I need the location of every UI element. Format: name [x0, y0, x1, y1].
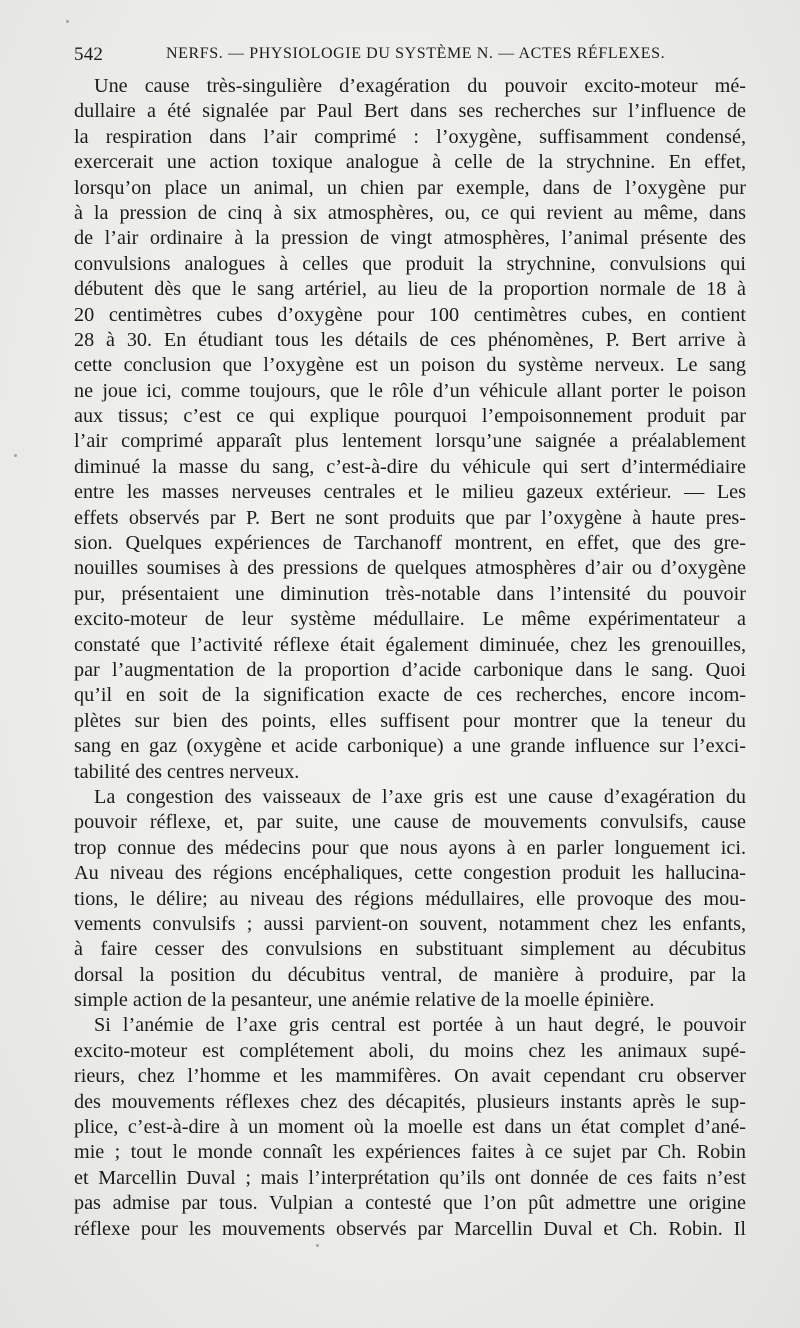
text-line: plice, c’est-à-dire à un moment où la moelle est dans un état complet d’ané- [74, 1116, 746, 1139]
text-line: La congestion des vaisseaux de l’axe gris est une cause d’exagération du [94, 785, 746, 808]
body-text [74, 74, 746, 1242]
text-line: tabilité des centres nerveux. [74, 760, 300, 783]
text-line: lorsqu’on place un animal, un chien par exemple, dans de l’oxygène pur [74, 176, 746, 199]
paragraph-anemia [74, 1013, 746, 1242]
text-line: vements convulsifs ; aussi parvient-on souvent, notamment chez les enfants, [74, 912, 746, 935]
text-line: des mouvements réflexes chez des décapités, plusieurs instants après le sup- [74, 1090, 746, 1113]
text-line: rieurs, chez l’homme et les mammifères. On avait cependant cru observer [74, 1065, 746, 1088]
text-line: excito-moteur est complétement aboli, du moins chez les animaux supé- [74, 1039, 746, 1062]
text-line: à la pression de cinq à six atmosphères, ou, ce qui revient au même, dans [74, 201, 746, 224]
text-line: diminué la masse du sang, c’est-à-dire du véhicule qui sert d’intermédiaire [74, 455, 746, 478]
text-line: qu’il en soit de la signification exacte de ces recherches, encore incom- [74, 684, 746, 707]
text-line: excito-moteur de leur système médullaire. Le même expérimentateur a [74, 608, 746, 631]
text-line: exercerait une action toxique analogue à celle de la strychnine. En effet, [74, 151, 746, 174]
text-line: l’air comprimé apparaît plus lentement lorsqu’une saignée a préalablement [74, 430, 746, 453]
text-line: sion. Quelques expériences de Tarchanoff montrent, en effet, que des gre- [74, 532, 746, 555]
text-line: ne joue ici, comme toujours, que le rôle d’un véhicule allant porter le poison [74, 379, 746, 402]
text-line: constaté que l’activité réflexe était également diminuée, chez les grenouilles, [74, 633, 746, 656]
text-line: sang en gaz (oxygène et acide carbonique) a une grande influence sur l’exci- [74, 735, 746, 758]
text-line: effets observés par P. Bert ne sont produits que par l’oxygène à haute pres- [74, 506, 746, 529]
text-line: dorsal la position du décubitus ventral, de manière à produire, par la [74, 963, 746, 986]
text-line: nouilles soumises à des pressions de quelques atmosphères d’air ou d’oxygène [74, 557, 746, 580]
text-line: Au niveau des régions encéphaliques, cette congestion produit les hallucina- [74, 862, 746, 885]
text-line: réflexe pour les mouvements observés par Marcellin Duval et Ch. Robin. Il [74, 1217, 746, 1240]
text-line: la respiration dans l’air comprimé : l’oxygène, suffisamment condensé, [74, 125, 746, 148]
page-number: 542 [74, 44, 104, 65]
text-line: pouvoir réflexe, et, par suite, une cause de mouvements convulsifs, cause [74, 811, 746, 834]
text-line: plètes sur bien des points, elles suffisent pour montrer que la teneur du [74, 709, 746, 732]
text-line: 20 centimètres cubes d’oxygène pour 100 centimètres cubes, en contient [74, 303, 746, 326]
text-line: à faire cesser des convulsions en substituant simplement au décubitus [74, 938, 746, 961]
text-line: et Marcellin Duval ; mais l’interprétation qu’ils ont donnée de ces faits n’est [74, 1166, 746, 1189]
text-line: tions, le délire; au niveau des régions médullaires, elle provoque des mou- [74, 887, 746, 910]
paper-speck [66, 20, 69, 23]
text-line: débutent dès que le sang artériel, au lieu de la proportion normale de 18 à [74, 278, 746, 301]
text-line: aux tissus; c’est ce qui explique pourquoi l’empoisonnement produit par [74, 405, 746, 428]
paper-speck [14, 454, 17, 457]
text-line: par l’augmentation de la proportion d’acide carbonique dans le sang. Quoi [74, 658, 746, 681]
text-line: de l’air ordinaire à la pression de vingt atmosphères, l’animal présente des [74, 227, 746, 250]
text-line: mie ; tout le monde connaît les expériences faites à ce sujet par Ch. Robin [74, 1141, 746, 1164]
paragraph-congestion [74, 785, 746, 1014]
running-head [74, 44, 754, 70]
text-line: cette conclusion que l’oxygène est un poison du système nerveux. Le sang [74, 354, 746, 377]
text-line: convulsions analogues à celles que produit la strychnine, convulsions qui [74, 252, 746, 275]
paragraph-oxygen-toxicity [74, 74, 746, 785]
text-line: Une cause très-singulière d’exagération du pouvoir excito-moteur mé- [94, 75, 746, 97]
text-line: 28 à 30. En étudiant tous les détails de ces phénomènes, P. Bert arrive à [74, 328, 746, 351]
text-line: entre les masses nerveuses centrales et le milieu gazeux extérieur. — Les [74, 481, 746, 504]
text-line: Si l’anémie de l’axe gris central est portée à un haut degré, le pouvoir [94, 1014, 746, 1037]
running-title: NERFS. — PHYSIOLOGIE DU SYSTÈME N. — ACTES RÉFLEXES. [166, 45, 666, 62]
text-line: simple action de la pesanteur, une anémie relative de la moelle épinière. [74, 989, 655, 1012]
text-line: dullaire a été signalée par Paul Bert dans ses recherches sur l’influence de [74, 100, 746, 123]
text-line: pur, présentaient une diminution très-notable dans l’intensité du pouvoir [74, 582, 746, 605]
text-line: trop connue des médecins pour que nous ayons à en parler longuement ici. [74, 836, 746, 859]
text-line: pas admise par tous. Vulpian a contesté que l’on pût admettre une origine [74, 1192, 746, 1215]
paper-speck [316, 1244, 319, 1247]
